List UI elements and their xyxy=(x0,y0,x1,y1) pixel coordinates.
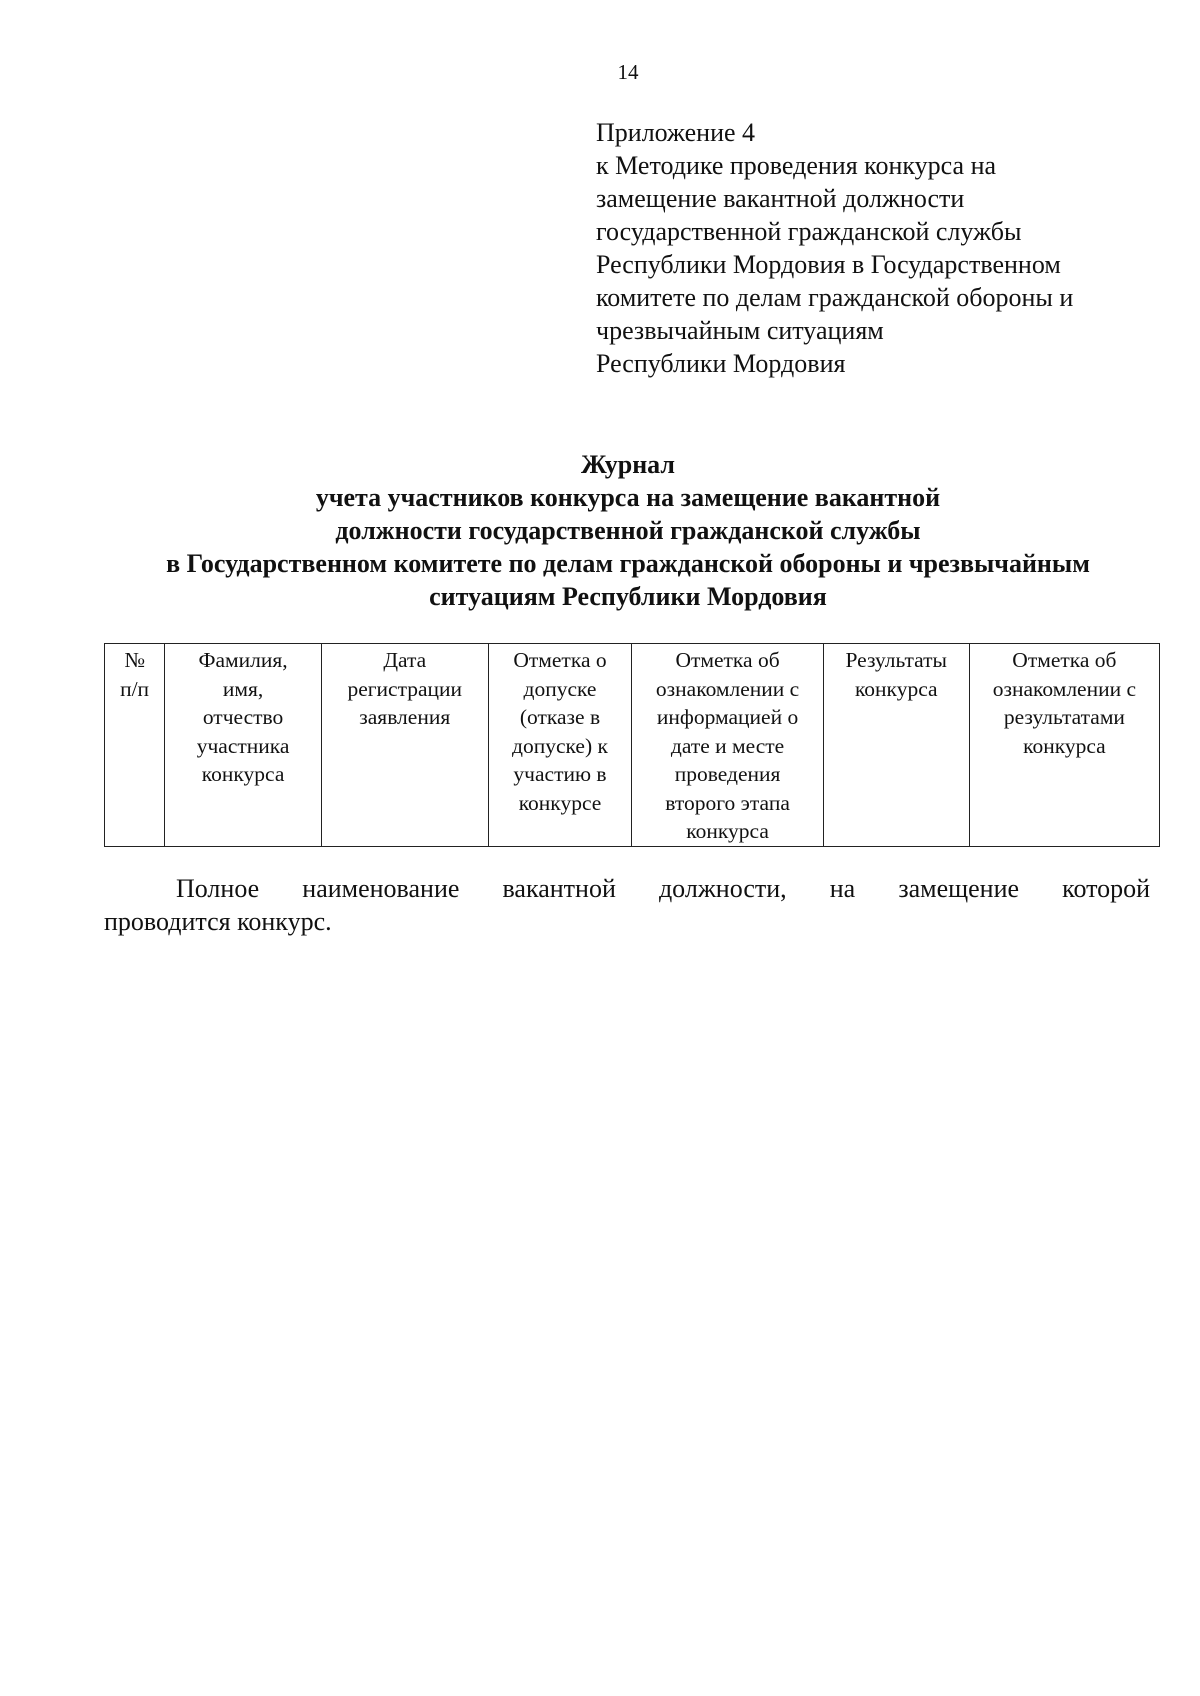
position-name-paragraph xyxy=(104,872,1150,938)
appendix-line: Приложение 4 xyxy=(596,118,756,147)
appendix-line: к Методике проведения конкурса на xyxy=(596,151,997,180)
appendix-line: комитете по делам гражданской обороны и xyxy=(596,283,1074,312)
appendix-line: Республики Мордовия xyxy=(596,349,846,378)
paragraph-word: на xyxy=(829,874,856,903)
paragraph-word: должности, xyxy=(658,874,787,903)
appendix-reference xyxy=(596,116,1156,380)
title-line: должности государственной гражданской службы xyxy=(335,516,921,545)
column-header-results: Результаты конкурса xyxy=(823,644,969,847)
column-header-results-acknowledgement: Отметка об ознакомлении с результатами конкурса xyxy=(969,644,1159,847)
appendix-line: государственной гражданской службы xyxy=(596,217,1022,246)
appendix-line: Республики Мордовия в Государственном xyxy=(596,250,1061,279)
column-header-admission-mark: Отметка о допуске (отказе в допуске) к участию в конкурсе xyxy=(488,644,632,847)
paragraph-word: Полное xyxy=(176,874,260,903)
column-header-registration-date: Дата регистрации заявления xyxy=(322,644,489,847)
paragraph-word: которой xyxy=(1062,874,1151,903)
column-header-number: № п/п xyxy=(105,644,165,847)
page-number: 14 xyxy=(617,60,639,84)
document-title xyxy=(100,448,1156,613)
appendix-line: чрезвычайным ситуациям xyxy=(596,316,884,345)
table-header-row xyxy=(105,644,1160,847)
column-header-full-name: Фамилия, имя, отчество участника конкурса xyxy=(165,644,322,847)
title-line: учета участников конкурса на замещение вакантной xyxy=(315,483,941,512)
column-header-info-acknowledgement: Отметка об ознакомлении с информацией о дате и месте проведения второго этапа конкурса xyxy=(632,644,823,847)
journal-table xyxy=(104,643,1160,847)
title-line: ситуациям Республики Мордовия xyxy=(429,582,827,611)
paragraph-word: замещение xyxy=(898,874,1020,903)
title-heading: Журнал xyxy=(581,450,675,479)
paragraph-line-1 xyxy=(104,872,1150,905)
paragraph-word: наименование xyxy=(302,874,460,903)
title-line: в Государственном комитете по делам гражданской обороны и чрезвычайным xyxy=(166,549,1090,578)
paragraph-word: вакантной xyxy=(502,874,616,903)
paragraph-line-2: проводится конкурс. xyxy=(104,907,332,936)
appendix-line: замещение вакантной должности xyxy=(596,184,965,213)
